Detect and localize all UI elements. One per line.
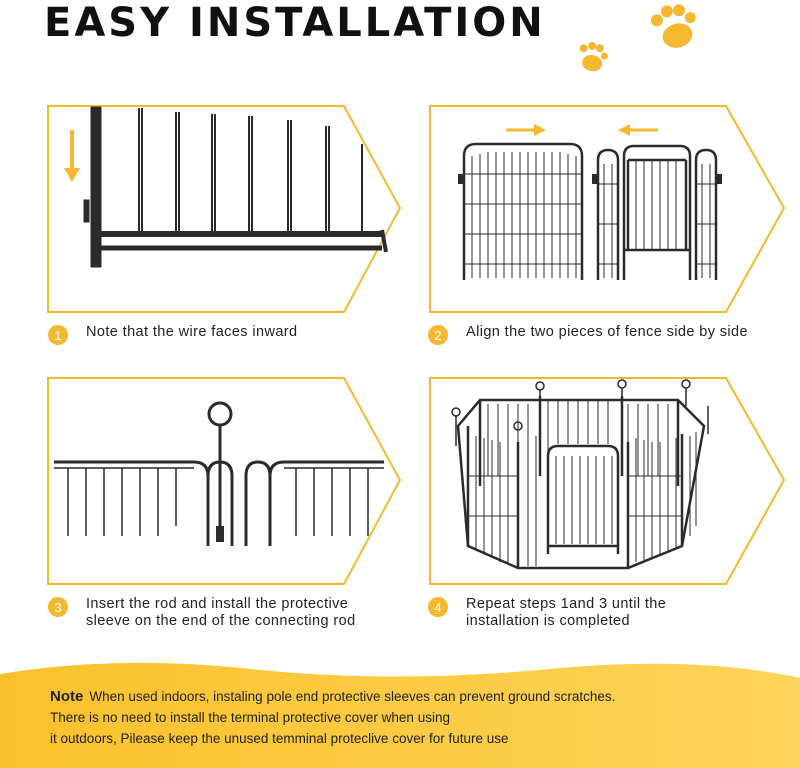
step-4-image	[428, 376, 788, 586]
step-2-image	[428, 104, 788, 314]
note-line-3: it outdoors, Pilease keep the unused temminal proteclive cover for future use	[50, 731, 509, 746]
step-text: Align the two pieces of fence side by side	[466, 324, 748, 340]
step-1-image	[44, 104, 404, 314]
step-text: Insert the rod and install the protective sleeve on the end of the connecting rod	[86, 596, 356, 629]
paw-icon	[572, 40, 612, 76]
step-3	[48, 596, 356, 630]
note-label: Note	[50, 688, 84, 705]
step-4	[428, 596, 666, 630]
step-number: 1	[48, 325, 68, 345]
note-line-1: When used indoors, instaling pole end protective sleeves can prevent ground scratches.	[89, 689, 616, 704]
step-number: 3	[48, 597, 68, 617]
step-text: Repeat steps 1and 3 until the installation is completed	[466, 596, 667, 629]
step-3-image	[44, 376, 404, 586]
note-line-2: There is no need to install the terminal protective cover when using	[50, 710, 450, 725]
step-number: 4	[428, 597, 448, 617]
step-number: 2	[428, 325, 448, 345]
note-section	[50, 686, 770, 749]
page-title: EASY INSTALLATION	[44, 0, 546, 46]
step-text: Note that the wire faces inward	[86, 324, 298, 340]
paw-icon	[640, 2, 710, 58]
step-1	[48, 324, 297, 345]
step-2	[428, 324, 748, 345]
